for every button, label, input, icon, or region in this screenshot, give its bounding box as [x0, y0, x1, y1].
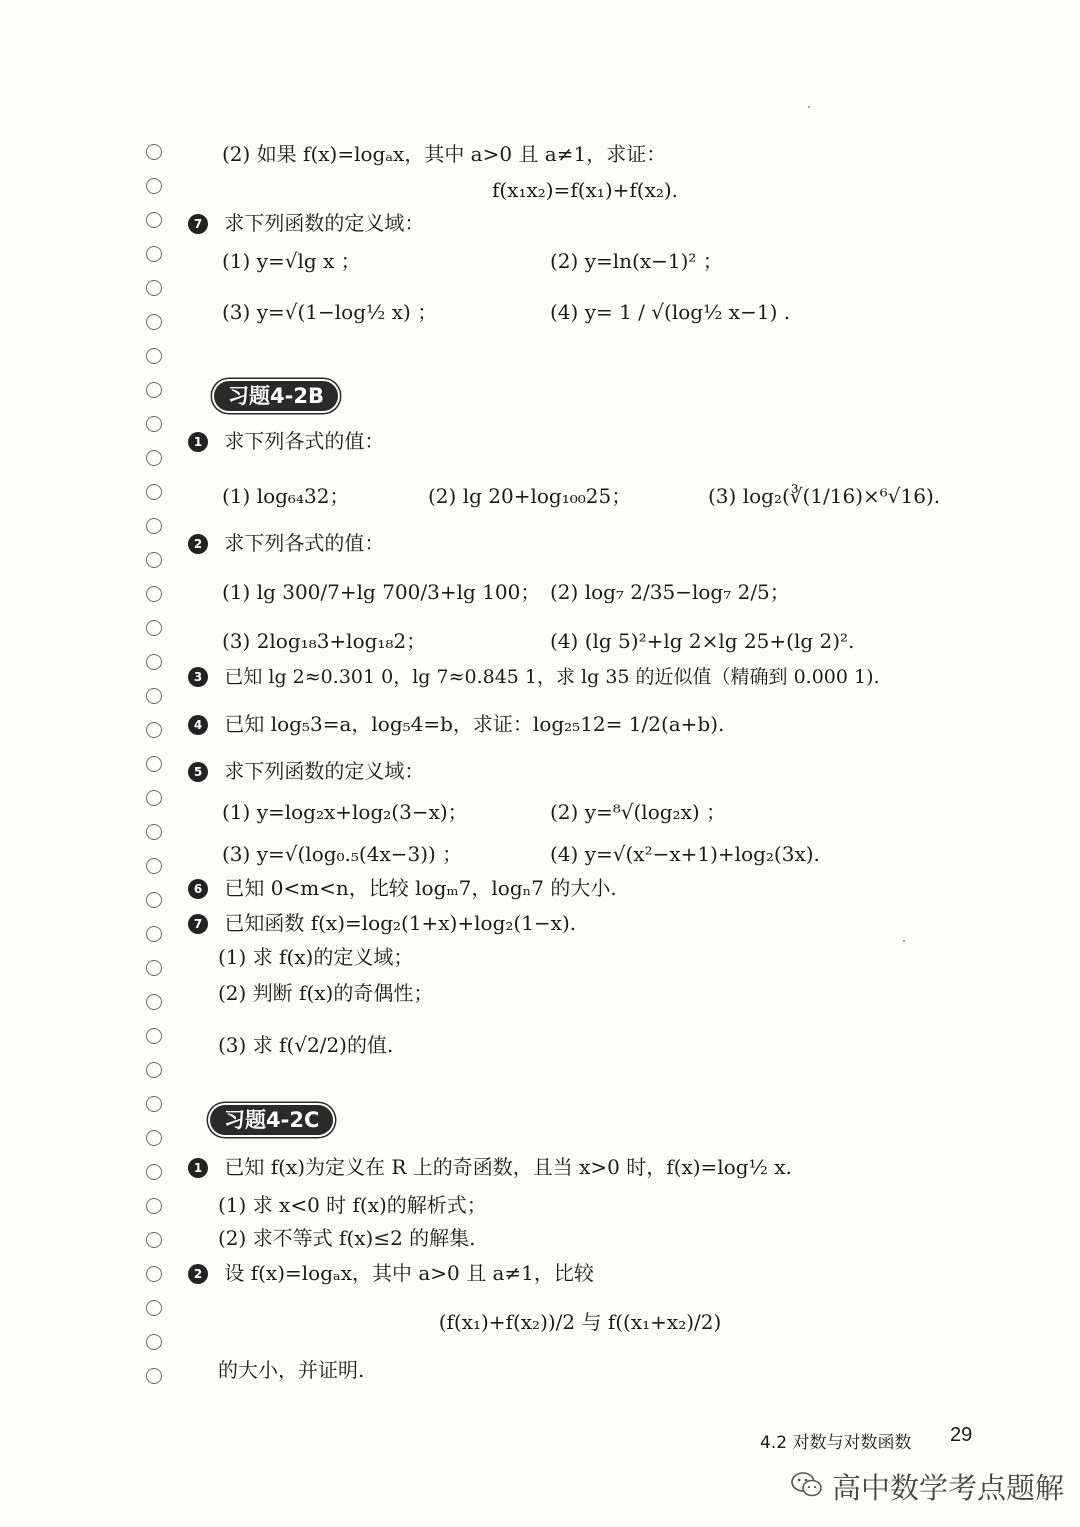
binder-hole	[146, 246, 162, 262]
binder-hole	[146, 1266, 162, 1282]
exercise-subitem: (3) 2log₁₈3+log₁₈2；	[222, 629, 427, 653]
exercise-subitem: (1) 求 f(x)的定义域；	[218, 945, 414, 969]
binder-hole	[146, 654, 162, 670]
binder-hole	[146, 790, 162, 806]
equation-line: (f(x₁)+f(x₂))/2 与 f((x₁+x₂)/2)	[438, 1310, 722, 1334]
exercise-subitem: (4) y= 1 / √(log½ x−1) .	[550, 300, 791, 324]
exercise-number-badge: 7	[188, 214, 208, 234]
exercise-item	[188, 664, 880, 689]
exercise-subitem: (3) y=√(1−log½ x) ；	[222, 300, 438, 324]
binder-hole	[146, 722, 162, 738]
exercise-text: 求下列函数的定义域：	[224, 211, 425, 235]
exercise-item	[188, 712, 724, 736]
watermark-text: 高中数学考点题解	[832, 1471, 1065, 1505]
exercise-number-badge: 3	[188, 667, 208, 687]
exercise-subitem: (1) lg 300/7+lg 700/3+lg 100；	[222, 580, 541, 604]
exercise-subitem: (2) 判断 f(x)的奇偶性；	[218, 981, 434, 1005]
exercise-number-badge: 7	[188, 914, 208, 934]
exercise-text: 已知 f(x)为定义在 R 上的奇函数，且当 x>0 时，f(x)=log½ x.	[224, 1155, 792, 1179]
exercise-subitem: (2) 求不等式 f(x)≤2 的解集.	[218, 1226, 476, 1250]
exercise-subitem: (3) 求 f(√2/2)的值.	[218, 1033, 394, 1057]
binder-hole	[146, 450, 162, 466]
exercise-text: 已知 0<m<n，比较 logₘ7，logₙ7 的大小.	[224, 876, 617, 900]
binder-hole	[146, 178, 162, 194]
binder-hole	[146, 688, 162, 704]
exercise-item	[188, 211, 424, 235]
exercise-line: (2) 如果 f(x)=logₐx，其中 a>0 且 a≠1，求证：	[222, 142, 667, 166]
exercise-number-badge: 2	[188, 534, 208, 554]
binder-hole	[146, 1198, 162, 1214]
binder-hole	[146, 586, 162, 602]
binder-hole	[146, 484, 162, 500]
exercise-subitem: (3) log₂(∛(1/16)×⁶√16).	[708, 484, 941, 508]
exercise-item	[188, 759, 424, 783]
scan-speck	[903, 940, 905, 942]
exercise-item	[188, 876, 617, 900]
exercise-subitem: (4) y=√(x²−x+1)+log₂(3x).	[550, 842, 820, 866]
exercise-subitem: (1) 求 x<0 时 f(x)的解析式；	[218, 1193, 487, 1217]
binder-hole	[146, 518, 162, 534]
chapter-footer: 4.2 对数与对数函数	[760, 1433, 912, 1453]
wechat-icon	[790, 1470, 824, 1500]
binder-hole	[146, 280, 162, 296]
exercise-subitem: 的大小，并证明.	[218, 1358, 365, 1382]
binder-hole	[146, 144, 162, 160]
exercise-subitem: (4) (lg 5)²+lg 2×lg 25+(lg 2)².	[550, 629, 855, 653]
binder-hole	[146, 1096, 162, 1112]
binder-hole	[146, 1300, 162, 1316]
exercise-item	[188, 911, 576, 935]
exercise-item	[188, 531, 384, 555]
section-badge-4-2b: 习题4-2B	[214, 381, 338, 411]
exercise-subitem: (1) log₆₄32；	[222, 484, 350, 508]
exercise-item	[188, 1155, 792, 1179]
exercise-item	[188, 1261, 594, 1285]
exercise-subitem: (2) log₇ 2/35−log₇ 2/5；	[550, 580, 790, 604]
binder-hole	[146, 926, 162, 942]
exercise-number-badge: 5	[188, 762, 208, 782]
exercise-text: 求下列各式的值：	[224, 531, 385, 555]
binder-hole	[146, 416, 162, 432]
binder-hole	[146, 1368, 162, 1384]
exercise-subitem: (1) y=√lg x ；	[222, 249, 361, 273]
exercise-subitem: (3) y=√(log₀.₅(4x−3)) ；	[222, 842, 463, 866]
page-number: 29	[950, 1424, 973, 1446]
exercise-text: 已知 lg 2≈0.301 0，lg 7≈0.845 1，求 lg 35 的近似值（精确到 0.000 1).	[224, 666, 880, 688]
binder-hole	[146, 960, 162, 976]
exercise-text: 已知 log₅3=a，log₅4=b，求证：log₂₅12= 1/2(a+b).	[224, 712, 725, 736]
exercise-number-badge: 6	[188, 879, 208, 899]
binder-hole	[146, 892, 162, 908]
binder-hole	[146, 824, 162, 840]
exercise-subitem: (2) y=⁸√(log₂x) ；	[550, 800, 727, 824]
section-badge-4-2c: 习题4-2C	[210, 1105, 333, 1135]
exercise-number-badge: 4	[188, 715, 208, 735]
binder-hole	[146, 756, 162, 772]
binder-hole	[146, 348, 162, 364]
binder-hole	[146, 1028, 162, 1044]
binder-hole	[146, 1232, 162, 1248]
binder-hole	[146, 1130, 162, 1146]
exercise-text: 已知函数 f(x)=log₂(1+x)+log₂(1−x).	[224, 911, 577, 935]
exercise-subitem: (2) lg 20+log₁₀₀25；	[428, 484, 632, 508]
binder-hole	[146, 212, 162, 228]
binder-hole	[146, 620, 162, 636]
exercise-number-badge: 2	[188, 1264, 208, 1284]
binder-hole	[146, 314, 162, 330]
exercise-text: 设 f(x)=logₐx，其中 a>0 且 a≠1，比较	[224, 1261, 594, 1285]
exercise-subitem: (2) y=ln(x−1)² ；	[550, 249, 723, 273]
exercise-text: 求下列各式的值：	[224, 429, 385, 453]
binder-hole	[146, 1062, 162, 1078]
equation-line: f(x₁x₂)=f(x₁)+f(x₂).	[491, 178, 679, 202]
exercise-number-badge: 1	[188, 432, 208, 452]
binder-hole	[146, 858, 162, 874]
binder-hole	[146, 994, 162, 1010]
binder-hole	[146, 1164, 162, 1180]
scan-speck	[808, 106, 810, 108]
exercise-subitem: (1) y=log₂x+log₂(3−x)；	[222, 800, 468, 824]
binder-hole	[146, 1334, 162, 1350]
exercise-number-badge: 1	[188, 1158, 208, 1178]
binder-hole	[146, 552, 162, 568]
exercise-text: 求下列函数的定义域：	[224, 759, 425, 783]
exercise-item	[188, 429, 384, 453]
binder-hole	[146, 382, 162, 398]
